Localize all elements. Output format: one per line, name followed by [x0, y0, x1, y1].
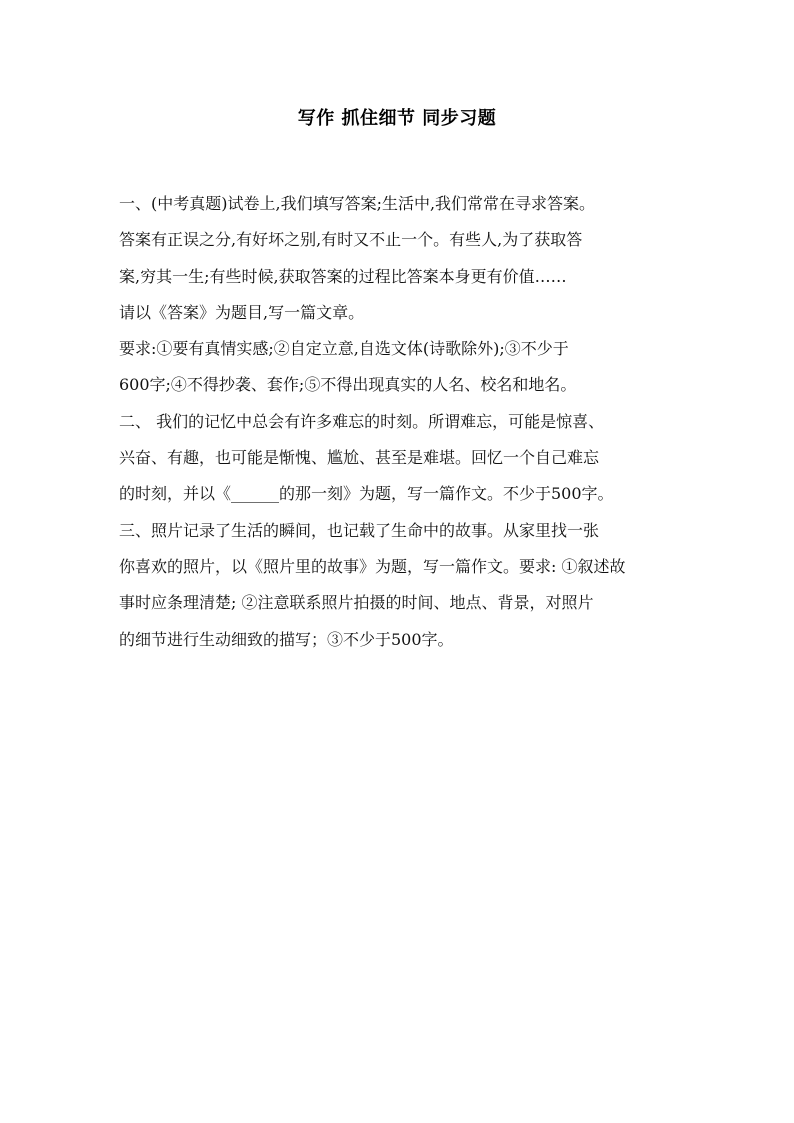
body-line: 一、(中考真题)试卷上,我们填写答案;生活中,我们常常在寻求答案。 [119, 194, 596, 213]
body-line: 的时刻，并以《______的那一刻》为题，写一篇作文。不少于500字。 [119, 484, 614, 504]
body-line: 二、 我们的记忆中总会有许多难忘的时刻。所谓难忘，可能是惊喜、 [119, 411, 605, 431]
body-line: 事时应条理清楚; ②注意联系照片拍摄的时间、地点、背景，对照片 [119, 593, 594, 613]
body-line: 兴奋、有趣，也可能是惭愧、尴尬、甚至是难堪。回忆一个自己难忘 [119, 448, 600, 468]
body-line: 答案有正误之分,有好坏之别,有时又不止一个。有些人,为了获取答 [119, 230, 583, 250]
body-line: 要求:①要有真情实感;②自定立意,自选文体(诗歌除外);③不少于 [119, 339, 569, 359]
body-line: 你喜欢的照片，以《照片里的故事》为题，写一篇作文。要求: ①叙述故 [119, 556, 626, 576]
body-line: 三、照片记录了生活的瞬间，也记载了生命中的故事。从家里找一张 [119, 520, 600, 540]
document-body [119, 186, 689, 658]
body-line: 请以《答案》为题目,写一篇文章。 [119, 302, 365, 322]
body-line: 的细节进行生动细致的描写；③不少于500字。 [119, 629, 454, 649]
body-line: 案,穷其一生;有些时候,获取答案的过程比答案本身更有价值…… [119, 266, 567, 286]
document-title: 写作 抓住细节 同步习题 [297, 108, 497, 129]
body-line: 600字;④不得抄袭、套作;⑤不得出现真实的人名、校名和地名。 [119, 375, 577, 395]
